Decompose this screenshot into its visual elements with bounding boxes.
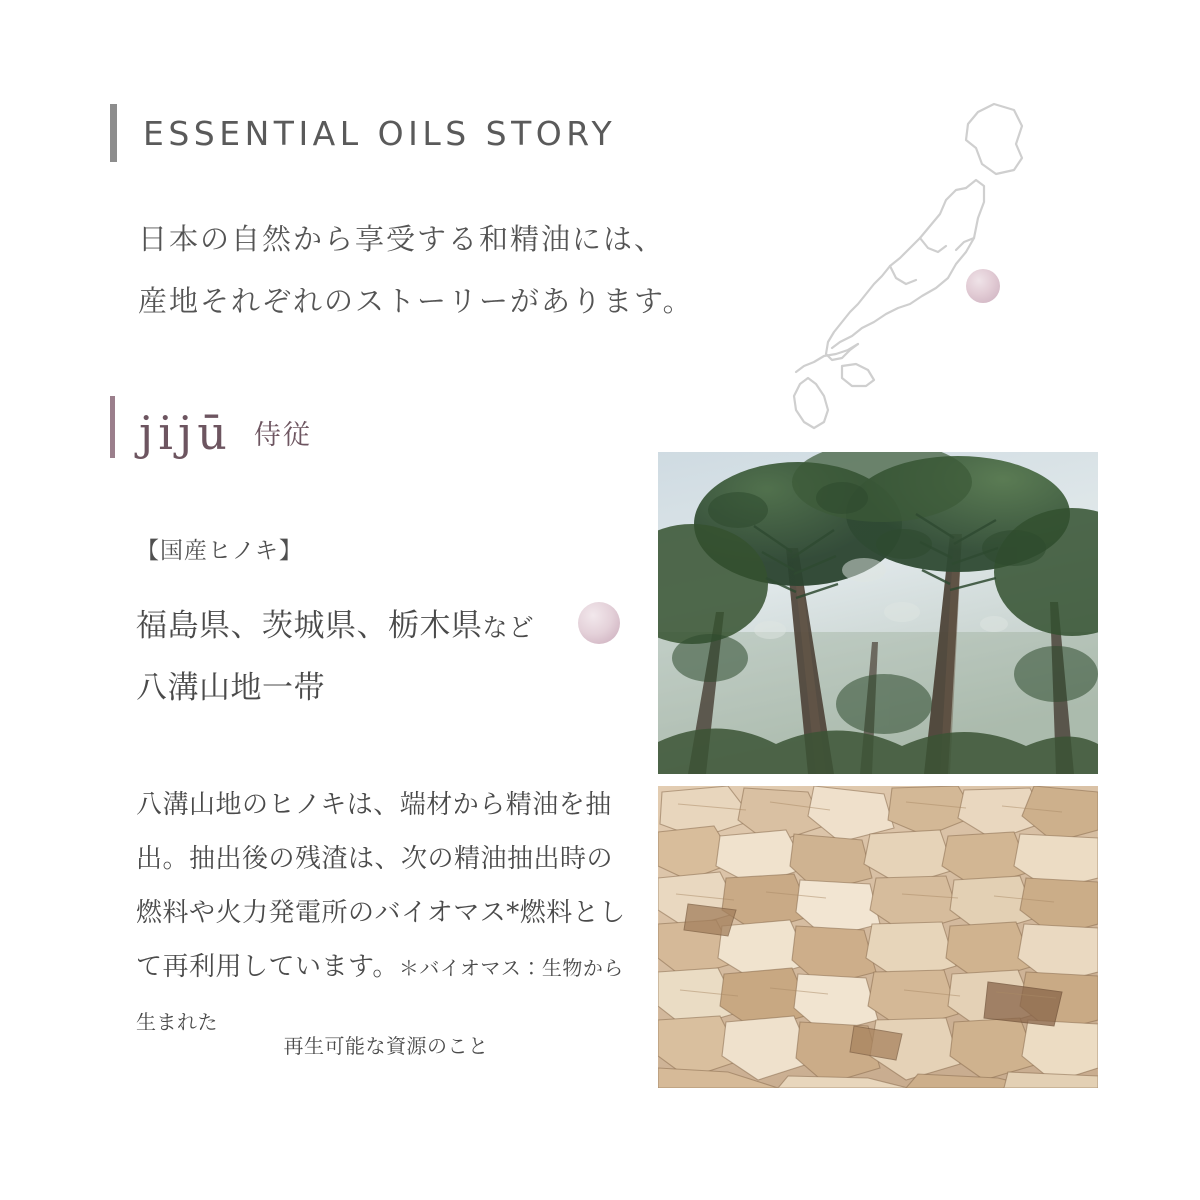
japan-map — [770, 92, 1050, 452]
description-text: 八溝山地のヒノキは、端材から精油を抽出。抽出後の残渣は、次の精油抽出時の燃料や火力発電所のバイオマス*燃料として再利用しています。 — [136, 790, 626, 982]
page-title: ESSENTIAL OILS STORY — [143, 113, 617, 153]
lead-paragraph — [138, 208, 694, 332]
lead-line-1: 日本の自然から享受する和精油には、 — [138, 222, 666, 256]
header-accent-rule — [110, 104, 117, 162]
brand-name: jijū — [139, 406, 232, 460]
region-line-1 — [136, 596, 535, 658]
region-line-2: 八溝山地一帯 — [136, 670, 325, 706]
footnote-inline: ＊バイオマス：生物から生まれた — [136, 956, 624, 1034]
brand-name-japanese: 侍従 — [253, 420, 312, 451]
product-description — [136, 778, 636, 1048]
photo-wood-chips — [658, 786, 1098, 1088]
region-suffix: など — [482, 613, 535, 642]
brand-block — [110, 396, 312, 458]
product-region — [136, 596, 535, 718]
lead-line-2: 産地それぞれのストーリーがあります。 — [138, 284, 694, 318]
footnote-second-line: 再生可能な資源のこと — [283, 1034, 489, 1058]
page-header — [110, 104, 616, 162]
map-location-marker — [966, 269, 1000, 303]
product-category: 【国産ヒノキ】 — [136, 538, 303, 564]
region-prefectures: 福島県、茨城県、栃木県 — [136, 608, 483, 644]
brand-accent-rule — [110, 396, 115, 458]
region-marker-dot — [578, 602, 620, 644]
photo-cypress-forest — [658, 452, 1098, 774]
